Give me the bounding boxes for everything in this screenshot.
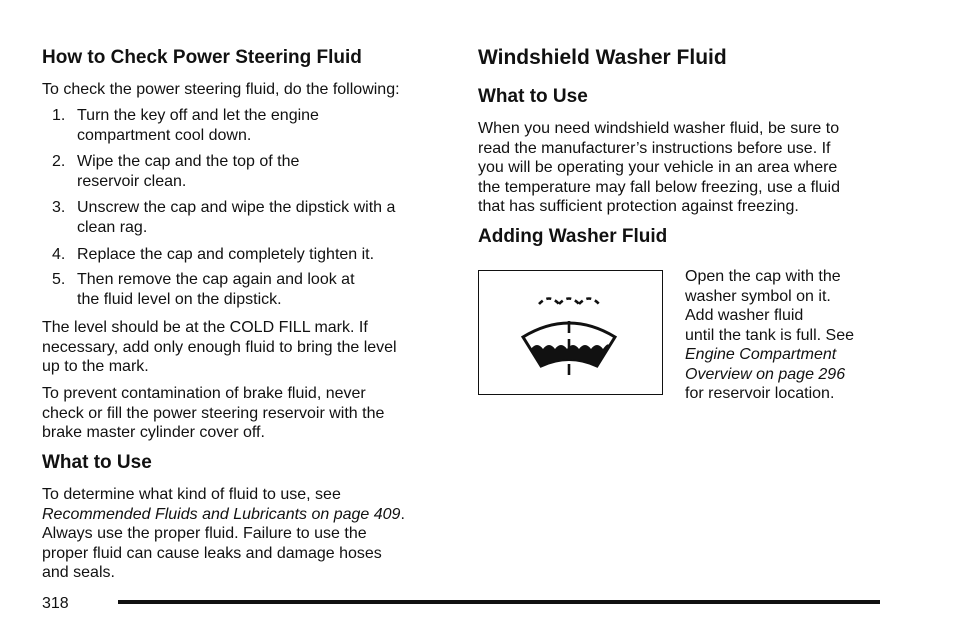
page-number: 318 bbox=[42, 595, 69, 612]
cold-fill-paragraph: The level should be at the COLD FILL mark. If necessary, add only enough fluid to bring the level up to the mark. bbox=[42, 319, 397, 375]
what-to-use-paragraph: To determine what kind of fluid to use, see Recommended Fluids and Lubricants on page 409. Always use the proper fluid. Failure to use the proper fluid can cause leaks and damage hoses and seals. bbox=[42, 486, 405, 581]
title-windshield-washer-fluid: Windshield Washer Fluid bbox=[478, 46, 727, 69]
figure-caption: Open the cap with the washer symbol on it. Add washer fluid until the tank is full. See Engine Compartment Overview on page 296 for reservoir location. bbox=[685, 268, 854, 402]
heading-what-to-use-washer: What to Use bbox=[478, 86, 588, 107]
heading-check-power-steering: How to Check Power Steering Fluid bbox=[42, 47, 362, 68]
footer-rule bbox=[118, 600, 880, 604]
washer-use-paragraph: When you need windshield washer fluid, be sure to read the manufacturer’s instructions before use. If you will be operating your vehicle in an area where the temperature may fall below freezing, use a fluid that has sufficient protection against freezing. bbox=[478, 120, 840, 215]
contamination-paragraph: To prevent contamination of brake fluid, never check or fill the power steering reservoir with the brake master cylinder cover off. bbox=[42, 385, 385, 441]
recommended-fluids-reference: Recommended Fluids and Lubricants on page 409 bbox=[42, 505, 401, 523]
washer-symbol-figure bbox=[478, 270, 663, 395]
heading-what-to-use: What to Use bbox=[42, 452, 152, 473]
engine-compartment-reference: Engine Compartment bbox=[685, 346, 837, 363]
windshield-washer-icon bbox=[479, 271, 662, 394]
intro-text: To check the power steering fluid, do the following: bbox=[42, 81, 400, 98]
heading-adding-washer-fluid: Adding Washer Fluid bbox=[478, 226, 668, 247]
engine-compartment-reference-line2: Overview on page 296 bbox=[685, 365, 846, 383]
